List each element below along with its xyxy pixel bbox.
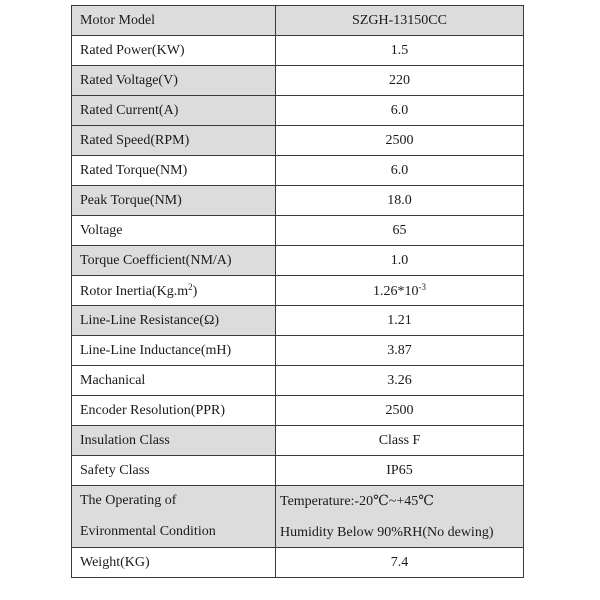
row-label xyxy=(72,276,276,306)
table-row-motor-model xyxy=(72,6,524,36)
table-row-environment xyxy=(72,486,524,548)
table-row-machanical xyxy=(72,366,524,396)
row-value: SZGH-13150CC xyxy=(276,6,524,36)
table-row-weight xyxy=(72,548,524,578)
row-value: 18.0 xyxy=(276,186,524,216)
row-label: Safety Class xyxy=(72,456,276,486)
row-value xyxy=(276,276,524,306)
row-value: IP65 xyxy=(276,456,524,486)
row-value: Class F xyxy=(276,426,524,456)
row-label: Voltage xyxy=(72,216,276,246)
table-row-rotor-inertia xyxy=(72,276,524,306)
row-label: Machanical xyxy=(72,366,276,396)
row-label: Rated Voltage(V) xyxy=(72,66,276,96)
environment-label-line2: Evironmental Condition xyxy=(80,524,216,539)
row-label: Insulation Class xyxy=(72,426,276,456)
table-row-line-inductance xyxy=(72,336,524,366)
table-row-safety-class xyxy=(72,456,524,486)
row-value: 3.26 xyxy=(276,366,524,396)
row-label: Encoder Resolution(PPR) xyxy=(72,396,276,426)
row-label-suffix: ) xyxy=(192,283,198,299)
row-label: Motor Model xyxy=(72,6,276,36)
row-value: 220 xyxy=(276,66,524,96)
table-row-voltage xyxy=(72,216,524,246)
row-label: Weight(KG) xyxy=(72,548,276,578)
row-value xyxy=(276,486,524,548)
row-value-text: 1.26*10 xyxy=(373,283,419,299)
row-value-superscript: -3 xyxy=(418,281,426,292)
environment-value-line2: Humidity Below 90%RH(No dewing) xyxy=(280,524,494,540)
environment-value-line1: Temperature:-20℃~+45℃ xyxy=(280,493,434,509)
row-label-text: Rotor Inertia(Kg.m xyxy=(80,283,189,299)
row-value: 3.87 xyxy=(276,336,524,366)
row-label: Torque Coefficient(NM/A) xyxy=(72,246,276,276)
row-label: Rated Torque(NM) xyxy=(72,156,276,186)
row-label: Line-Line Inductance(mH) xyxy=(72,336,276,366)
table-row-rated-torque xyxy=(72,156,524,186)
row-value: 1.0 xyxy=(276,246,524,276)
table-row-rated-power xyxy=(72,36,524,66)
environment-label-line1: The Operating of xyxy=(80,493,177,508)
row-value: 6.0 xyxy=(276,156,524,186)
row-value: 1.5 xyxy=(276,36,524,66)
row-label: Peak Torque(NM) xyxy=(72,186,276,216)
row-value: 65 xyxy=(276,216,524,246)
row-label xyxy=(72,486,276,548)
table-row-insulation-class xyxy=(72,426,524,456)
table-row-rated-current xyxy=(72,96,524,126)
table-row-rated-voltage xyxy=(72,66,524,96)
row-value: 1.21 xyxy=(276,306,524,336)
row-value: 2500 xyxy=(276,126,524,156)
row-label: Rated Speed(RPM) xyxy=(72,126,276,156)
row-label: Rated Current(A) xyxy=(72,96,276,126)
row-label: Line-Line Resistance(Ω) xyxy=(72,306,276,336)
row-label-superscript: 2 xyxy=(188,281,193,292)
row-label: Rated Power(KW) xyxy=(72,36,276,66)
row-value: 6.0 xyxy=(276,96,524,126)
table-row-peak-torque xyxy=(72,186,524,216)
table-row-rated-speed xyxy=(72,126,524,156)
row-value: 7.4 xyxy=(276,548,524,578)
motor-spec-table xyxy=(71,5,524,578)
table-row-torque-coefficient xyxy=(72,246,524,276)
table-row-encoder-resolution xyxy=(72,396,524,426)
table-row-line-resistance xyxy=(72,306,524,336)
row-value: 2500 xyxy=(276,396,524,426)
